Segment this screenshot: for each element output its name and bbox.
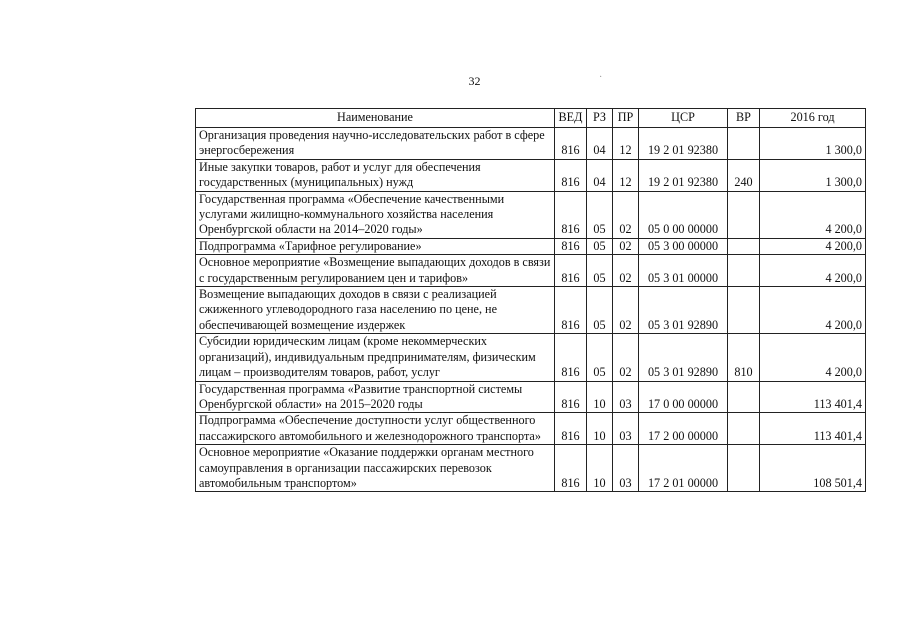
row-pr: 02 — [613, 191, 639, 238]
row-name: Организация проведения научно-исследовательских работ в сфере энергосбережения — [196, 128, 555, 160]
row-vr: 240 — [728, 159, 760, 191]
row-pr: 12 — [613, 128, 639, 160]
row-ved: 816 — [555, 191, 587, 238]
row-vr — [728, 238, 760, 254]
table-row — [196, 445, 866, 492]
row-rz: 05 — [587, 191, 613, 238]
row-csr: 05 3 01 00000 — [639, 255, 728, 287]
row-rz: 05 — [587, 334, 613, 381]
row-rz: 04 — [587, 159, 613, 191]
row-pr: 03 — [613, 445, 639, 492]
row-ved: 816 — [555, 413, 587, 445]
row-name: Основное мероприятие «Оказание поддержки органам местного самоуправления в организации пассажирских перевозок автомобильным транспортом» — [196, 445, 555, 492]
table-row — [196, 287, 866, 334]
row-vr — [728, 381, 760, 413]
table-row — [196, 413, 866, 445]
row-csr: 05 3 01 92890 — [639, 334, 728, 381]
header-ved: ВЕД — [555, 109, 587, 128]
row-pr: 02 — [613, 255, 639, 287]
row-pr: 03 — [613, 413, 639, 445]
table-row — [196, 381, 866, 413]
row-csr: 19 2 01 92380 — [639, 128, 728, 160]
row-ved: 816 — [555, 159, 587, 191]
row-amount: 113 401,4 — [760, 413, 866, 445]
row-csr: 05 3 00 00000 — [639, 238, 728, 254]
row-amount: 1 300,0 — [760, 128, 866, 160]
row-name: Государственная программа «Развитие транспортной системы Оренбургской области» на 2015–2020 годы — [196, 381, 555, 413]
row-csr: 17 0 00 00000 — [639, 381, 728, 413]
page-number: 32 — [468, 74, 481, 88]
row-vr — [728, 128, 760, 160]
row-vr — [728, 287, 760, 334]
row-pr: 12 — [613, 159, 639, 191]
table-row — [196, 255, 866, 287]
header-rz: РЗ — [587, 109, 613, 128]
row-ved: 816 — [555, 128, 587, 160]
row-vr — [728, 255, 760, 287]
row-ved: 816 — [555, 255, 587, 287]
row-vr: 810 — [728, 334, 760, 381]
row-rz: 10 — [587, 445, 613, 492]
row-name: Государственная программа «Обеспечение качественными услугами жилищно-коммунального хозяйства населения Оренбургской области на 2014–2020 годы» — [196, 191, 555, 238]
table-header-row — [196, 109, 866, 128]
row-amount: 4 200,0 — [760, 238, 866, 254]
row-rz: 05 — [587, 287, 613, 334]
row-pr: 02 — [613, 238, 639, 254]
row-rz: 05 — [587, 255, 613, 287]
header-year: 2016 год — [760, 109, 866, 128]
row-name: Иные закупки товаров, работ и услуг для обеспечения государственных (муниципальных) нужд — [196, 159, 555, 191]
row-name: Подпрограмма «Обеспечение доступности услуг общественного пассажирского автомобильного и железнодорожного транспорта» — [196, 413, 555, 445]
row-csr: 17 2 01 00000 — [639, 445, 728, 492]
table-row — [196, 159, 866, 191]
budget-table — [195, 108, 866, 492]
row-csr: 05 0 00 00000 — [639, 191, 728, 238]
row-csr: 17 2 00 00000 — [639, 413, 728, 445]
table-row — [196, 128, 866, 160]
row-ved: 816 — [555, 381, 587, 413]
row-pr: 02 — [613, 287, 639, 334]
row-ved: 816 — [555, 445, 587, 492]
row-amount: 4 200,0 — [760, 287, 866, 334]
table-row — [196, 334, 866, 381]
row-amount: 1 300,0 — [760, 159, 866, 191]
row-name: Подпрограмма «Тарифное регулирование» — [196, 238, 555, 254]
row-rz: 10 — [587, 381, 613, 413]
row-amount: 113 401,4 — [760, 381, 866, 413]
scan-dot: · — [599, 72, 603, 83]
row-amount: 4 200,0 — [760, 191, 866, 238]
row-vr — [728, 191, 760, 238]
row-ved: 816 — [555, 287, 587, 334]
row-ved: 816 — [555, 334, 587, 381]
row-pr: 03 — [613, 381, 639, 413]
row-rz: 10 — [587, 413, 613, 445]
row-amount: 108 501,4 — [760, 445, 866, 492]
row-vr — [728, 413, 760, 445]
table-row — [196, 191, 866, 238]
row-vr — [728, 445, 760, 492]
row-name: Возмещение выпадающих доходов в связи с реализацией сжиженного углеводородного газа населению по цене, не обеспечивающей возмещение издержек — [196, 287, 555, 334]
row-csr: 19 2 01 92380 — [639, 159, 728, 191]
row-name: Основное мероприятие «Возмещение выпадающих доходов в связи с государственным регулированием цен и тарифов» — [196, 255, 555, 287]
row-name: Субсидии юридическим лицам (кроме некоммерческих организаций), индивидуальным предпринимателям, физическим лицам – производителям товаров, работ, услуг — [196, 334, 555, 381]
row-csr: 05 3 01 92890 — [639, 287, 728, 334]
header-name: Наименование — [196, 109, 555, 128]
table-row — [196, 238, 866, 254]
header-vr: ВР — [728, 109, 760, 128]
row-pr: 02 — [613, 334, 639, 381]
row-rz: 04 — [587, 128, 613, 160]
header-csr: ЦСР — [639, 109, 728, 128]
header-pr: ПР — [613, 109, 639, 128]
row-amount: 4 200,0 — [760, 334, 866, 381]
row-ved: 816 — [555, 238, 587, 254]
row-rz: 05 — [587, 238, 613, 254]
row-amount: 4 200,0 — [760, 255, 866, 287]
